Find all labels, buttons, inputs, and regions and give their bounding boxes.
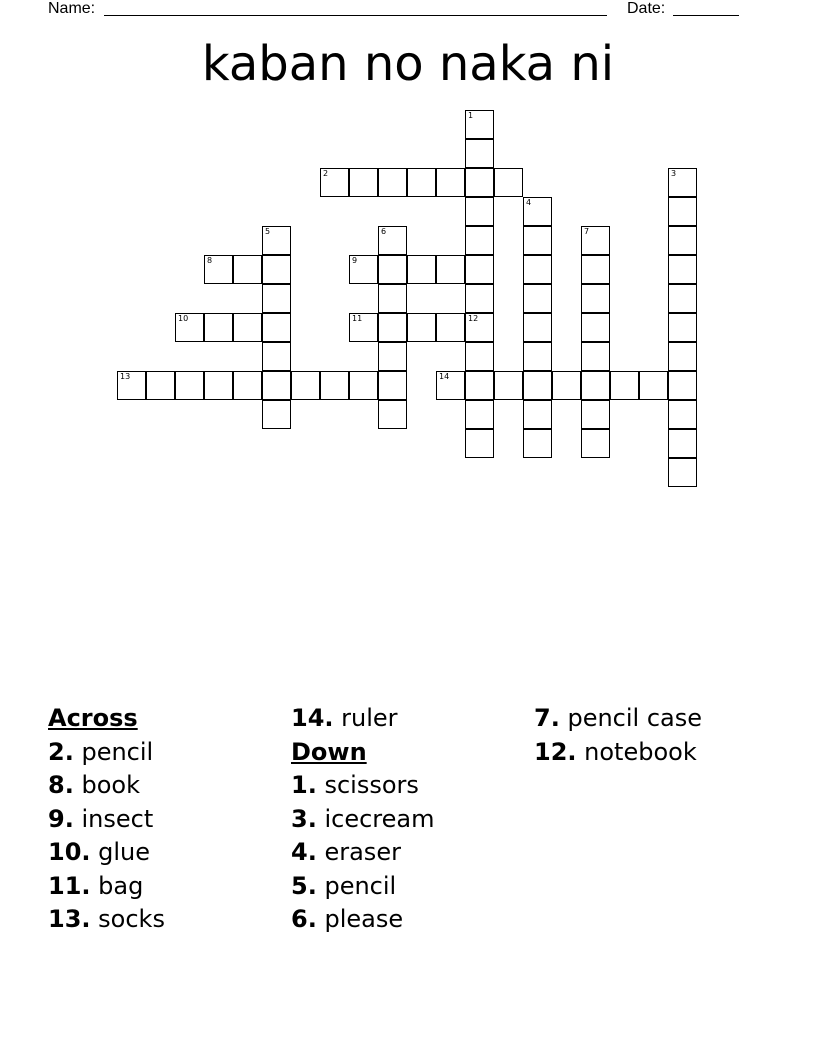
grid-cell[interactable] (668, 429, 697, 458)
clue-across (48, 903, 288, 937)
clue-down (291, 769, 531, 803)
cell-number: 12 (468, 314, 479, 323)
clue-number: 8. (48, 771, 74, 799)
clue-text: notebook (584, 737, 697, 766)
grid-cell[interactable] (291, 371, 320, 400)
grid-cell[interactable] (581, 226, 610, 255)
clue-down (291, 836, 531, 870)
grid-cell[interactable] (378, 255, 407, 284)
clue-number: 6. (291, 905, 317, 933)
grid-cell[interactable] (465, 168, 494, 197)
grid-cell[interactable] (523, 371, 552, 400)
clue-number: 3. (291, 804, 317, 833)
grid-cell[interactable] (523, 342, 552, 371)
clue-column-3 (534, 702, 774, 769)
grid-cell[interactable] (262, 371, 291, 400)
grid-cell[interactable] (610, 371, 639, 400)
grid-cell[interactable] (581, 255, 610, 284)
clue-down (534, 736, 774, 770)
grid-cell[interactable] (668, 458, 697, 487)
down-heading: Down (291, 737, 367, 766)
grid-cell[interactable] (233, 371, 262, 400)
grid-cell[interactable] (523, 197, 552, 226)
grid-cell[interactable] (436, 255, 465, 284)
date-label: Date: (627, 0, 666, 17)
grid-cell[interactable] (465, 255, 494, 284)
clue-down (291, 870, 531, 904)
clue-number: 2. (48, 737, 74, 766)
clue-text: eraser (324, 838, 401, 866)
grid-cell[interactable] (436, 371, 465, 400)
grid-cell[interactable] (465, 313, 494, 342)
grid-cell[interactable] (262, 342, 291, 371)
grid-cell[interactable] (378, 284, 407, 313)
clue-number: 11. (48, 871, 91, 900)
clue-number: 12. (534, 737, 577, 766)
grid-cell[interactable] (668, 197, 697, 226)
grid-cell[interactable] (378, 226, 407, 255)
grid-cell[interactable] (117, 371, 146, 400)
cell-number: 8 (207, 256, 213, 265)
grid-cell[interactable] (465, 226, 494, 255)
grid-cell[interactable] (581, 400, 610, 429)
grid-cell[interactable] (349, 313, 378, 342)
grid-cell[interactable] (146, 371, 175, 400)
clue-across (48, 836, 288, 870)
cell-number: 6 (381, 227, 387, 236)
grid-cell[interactable] (320, 371, 349, 400)
grid-cell[interactable] (378, 342, 407, 371)
grid-cell[interactable] (581, 284, 610, 313)
grid-cell[interactable] (436, 168, 465, 197)
grid-cell[interactable] (465, 429, 494, 458)
grid-cell[interactable] (523, 255, 552, 284)
grid-cell[interactable] (465, 342, 494, 371)
clue-across (48, 736, 288, 770)
clue-column-2 (291, 702, 531, 937)
cell-number: 1 (468, 111, 474, 120)
name-label: Name: (48, 0, 96, 17)
clue-number: 4. (291, 838, 317, 866)
grid-cell[interactable] (233, 255, 262, 284)
clue-down (291, 803, 531, 837)
clue-number: 10. (48, 838, 91, 866)
cell-number: 7 (584, 227, 590, 236)
grid-cell[interactable] (668, 255, 697, 284)
grid-cell[interactable] (349, 168, 378, 197)
grid-cell[interactable] (233, 313, 262, 342)
grid-cell[interactable] (668, 371, 697, 400)
grid-cell[interactable] (581, 342, 610, 371)
crossword-grid (0, 0, 816, 500)
puzzle-title: kaban no naka ni (201, 36, 615, 92)
grid-cell[interactable] (465, 197, 494, 226)
grid-cell[interactable] (378, 371, 407, 400)
grid-cell[interactable] (465, 371, 494, 400)
clue-text: pencil (324, 871, 397, 900)
clue-column-1 (48, 702, 288, 937)
grid-cell[interactable] (668, 342, 697, 371)
clue-text: please (324, 905, 404, 933)
clue-text: glue (98, 838, 151, 866)
grid-cell[interactable] (668, 284, 697, 313)
clue-text: pencil (81, 737, 154, 766)
cell-number: 4 (526, 198, 532, 207)
grid-cell[interactable] (581, 313, 610, 342)
grid-cell[interactable] (204, 313, 233, 342)
grid-cell[interactable] (407, 313, 436, 342)
grid-cell[interactable] (262, 226, 291, 255)
grid-cell[interactable] (349, 255, 378, 284)
grid-cell[interactable] (523, 400, 552, 429)
grid-cell[interactable] (581, 371, 610, 400)
grid-cell[interactable] (668, 313, 697, 342)
grid-cell[interactable] (262, 284, 291, 313)
clue-text: book (81, 771, 140, 799)
clue-across (48, 769, 288, 803)
clue-number: 14. (291, 704, 334, 732)
grid-cell[interactable] (523, 226, 552, 255)
grid-cell[interactable] (378, 313, 407, 342)
clue-across (48, 870, 288, 904)
grid-cell[interactable] (407, 255, 436, 284)
grid-cell[interactable] (320, 168, 349, 197)
grid-cell[interactable] (378, 400, 407, 429)
clue-across (48, 803, 288, 837)
clue-across (291, 702, 531, 736)
grid-cell[interactable] (175, 313, 204, 342)
grid-cell[interactable] (668, 400, 697, 429)
grid-cell[interactable] (465, 110, 494, 139)
grid-cell[interactable] (175, 371, 204, 400)
grid-cell[interactable] (523, 284, 552, 313)
cell-number: 3 (671, 169, 677, 178)
clue-number: 7. (534, 704, 560, 732)
clue-text: icecream (324, 804, 435, 833)
grid-cell[interactable] (494, 371, 523, 400)
grid-cell[interactable] (204, 255, 233, 284)
grid-cell[interactable] (204, 371, 233, 400)
clue-number: 1. (291, 771, 317, 799)
grid-cell[interactable] (668, 226, 697, 255)
clue-down (291, 903, 531, 937)
clue-down (534, 702, 774, 736)
grid-cell[interactable] (378, 168, 407, 197)
clue-text: insect (81, 804, 154, 833)
cell-number: 9 (352, 256, 358, 265)
grid-cell[interactable] (407, 168, 436, 197)
clues-section (48, 702, 768, 942)
clue-number: 5. (291, 871, 317, 900)
cell-number: 5 (265, 227, 271, 236)
grid-cell[interactable] (668, 168, 697, 197)
grid-cell[interactable] (639, 371, 668, 400)
clue-text: ruler (341, 704, 398, 732)
clue-number: 9. (48, 804, 74, 833)
clue-text: pencil case (567, 704, 703, 732)
grid-cell[interactable] (581, 429, 610, 458)
grid-cell[interactable] (494, 168, 523, 197)
grid-cell[interactable] (262, 400, 291, 429)
grid-cell[interactable] (262, 255, 291, 284)
across-heading: Across (48, 704, 138, 732)
clue-text: scissors (324, 771, 419, 799)
grid-cell[interactable] (436, 313, 465, 342)
cell-number: 13 (120, 372, 131, 381)
grid-cell[interactable] (465, 284, 494, 313)
clue-text: socks (98, 905, 165, 933)
grid-cell[interactable] (465, 139, 494, 168)
grid-cell[interactable] (262, 313, 291, 342)
clue-text: bag (98, 871, 144, 900)
cell-number: 14 (439, 372, 450, 381)
grid-cell[interactable] (523, 313, 552, 342)
clue-number: 13. (48, 905, 91, 933)
cell-number: 11 (352, 314, 363, 323)
grid-cell[interactable] (349, 371, 378, 400)
grid-cell[interactable] (465, 400, 494, 429)
cell-number: 2 (323, 169, 329, 178)
grid-cell[interactable] (552, 371, 581, 400)
grid-cell[interactable] (523, 429, 552, 458)
cell-number: 10 (178, 314, 189, 323)
